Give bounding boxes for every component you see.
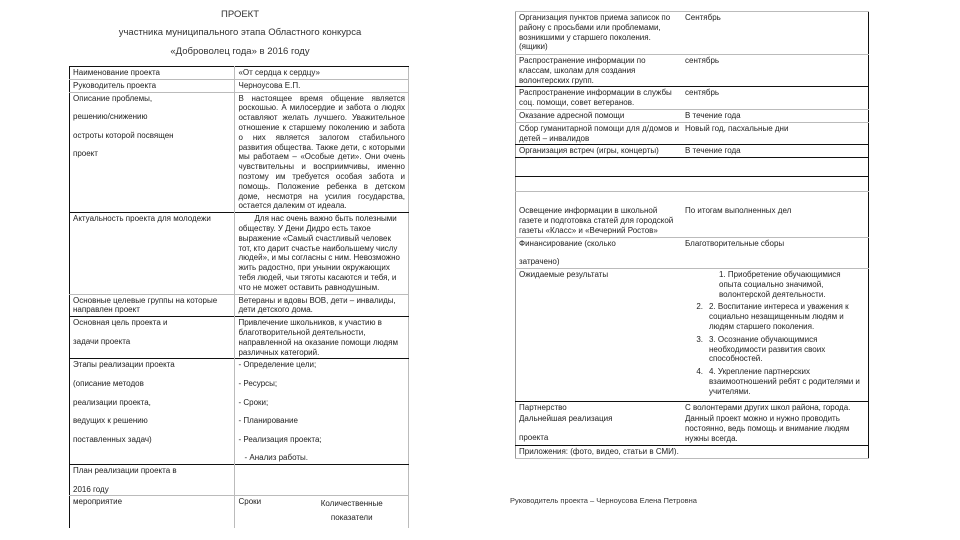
result-number: 2. [696,302,703,312]
row-label: Актуальность проекта для молодежи [70,213,235,294]
row-label: Руководитель проекта [70,79,235,92]
result-number: 3. [696,334,703,344]
label-line: проекта [519,432,549,442]
metrics-line: показатели [330,513,373,523]
label-line: проект [73,149,98,159]
result-item [685,367,865,396]
info-row-financing [516,237,869,268]
info-value: Данный проект можно и нужно проводить постоянно, ведь помощь и внимание людям нужны всегда. [685,414,850,443]
result-text: 1. Приобретение обучающимися опыта социально значимой, волонтерской деятельности. [719,269,841,299]
row-value: Для нас очень важно быть полезными обществу. У Дени Дидро есть такое выражение «Самый счастливый человек тот, кто дарит счастье наибольшему числу людей», и мы согласны с ним. Невозможно жить радостно, при унынии окружающих тебя людей, чьи тяготы касаются и тебя, и что не может оставить равнодушным. [235,213,409,294]
label-line: остроты которой посвящен [73,130,174,140]
plan-row [516,192,869,237]
plan-row [516,12,869,55]
row-label [70,465,235,496]
label-line: Описание проблемы, [73,93,153,103]
plan-row [516,87,869,110]
plan-row [516,145,869,158]
info-row-results [516,268,869,401]
row-value: Привлечение школьников, к участию в благотворительной деятельности, направленной на оказание помощи людям различных категорий. [235,317,409,359]
plan-col-event: мероприятие [70,496,235,529]
doc-heading: ПРОЕКТ [220,9,260,20]
label-line: Основная цель проекта и [73,318,168,328]
row-label: Основные целевые группы на которые направлен проект [70,294,235,317]
label-line: 2016 году [73,484,109,494]
table-row [70,294,409,317]
plan-row-empty [516,177,869,192]
plan-term: Новый год, пасхальные дни [682,122,869,145]
plan-event [516,158,683,177]
result-text: 4. Укрепление партнерских взаимоотношений ребят с родителями и учителями. [709,367,860,396]
label-line: Этапы реализации проекта [73,360,175,370]
table-row [70,79,409,92]
info-value: С волонтерами других школ района, города. [682,401,869,413]
plan-col-term: Сроки [238,497,262,507]
plan-term: сентябрь [682,87,869,110]
signature-line: Руководитель проекта – Черноусова Елена Петровна [510,496,697,505]
info-label: Партнерство [516,401,683,413]
label-line: решению/снижению [73,112,148,122]
plan-event [516,177,683,192]
plan-event: Оказание адресной помощи [516,109,683,122]
plan-term: По итогам выполненных дел [682,192,869,237]
row-value [235,359,409,465]
table-row [70,465,409,496]
info-label: Приложения: (фото, видео, статьи в СМИ). [516,445,683,458]
row-label [70,359,235,465]
info-row-partnership [516,401,869,413]
plan-term: В течение года [682,145,869,158]
label-line: План реализации проекта в [73,466,177,476]
plan-col-metrics [298,497,405,525]
info-value: Благотворительные сборы [682,237,869,268]
stage-item: - Планирование [238,416,298,426]
row-label [70,317,235,359]
row-value: Черноусова Е.П. [235,79,409,92]
result-item [685,335,865,364]
info-label [516,413,683,445]
label-line: поставленных задач) [73,434,152,444]
label-line: ведущих к решению [73,416,148,426]
plan-term: Сентябрь [682,12,869,55]
project-table [69,66,409,528]
table-row [70,213,409,294]
results-list [682,268,869,401]
result-text: 3. Осознание обучающимися необходимости развития своих способностей. [709,334,826,364]
doc-subheading-contest: «Доброволец года» в 2016 году [170,46,310,57]
result-number: 4. [696,367,703,377]
plan-col-term-and-metrics [235,496,409,529]
plan-header-row [70,496,409,529]
row-value: Ветераны и вдовы ВОВ, дети – инвалиды, дети детского дома. [235,294,409,317]
doc-subheading: участника муниципального этапа Областного конкурса [118,27,362,38]
plan-event: Распространение информации по классам, школам для создания волонтерских групп. [516,55,683,87]
row-value: «От сердца к сердцу» [235,67,409,80]
stage-item: - Реализация проекта; [238,434,322,444]
label-line: задачи проекта [73,336,131,346]
table-row [70,92,409,213]
label-line: реализации проекта, [73,397,151,407]
plan-table [515,11,869,459]
stage-item: - Ресурсы; [238,378,278,388]
plan-row [516,122,869,145]
plan-row-empty [516,158,869,177]
table-row [70,359,409,465]
plan-event: Распространение информации в службы соц. помощи, совет ветеранов. [516,87,683,110]
info-label [516,237,683,268]
row-value: В настоящее время общение является роскошью. А милосердие и забота о людях оставляют желать лучшего. Уважительное отношение к старшему поколению и забота о них является залогом стабильного развития общества. Также дети, с которыми мы работаем – «Особые дети». Они очень чувствительны и восприимчивы, именно поэтому им требуется особая забота и помощь. Положение ребенка в детском доме, несмотря на усилия государства, остается далеким от идеала. [235,92,409,213]
label-line: Дальнейшая реализация [519,414,613,424]
info-row-attachments [516,445,869,458]
row-label: Наименование проекта [70,67,235,80]
result-text: 2. Воспитание интереса и уважения к социально незащищенным людям и людям старшего поколения. [709,302,849,331]
info-label: Ожидаемые результаты [516,268,683,401]
plan-term [682,158,869,177]
plan-event: Организация пунктов приема записок по району с просьбами или проблемами, возникшими у старшего поколения. (ящики) [516,12,683,55]
result-number [685,270,709,299]
plan-row [516,55,869,87]
plan-term: В течение года [682,109,869,122]
stage-item: - Анализ работы. [244,453,308,463]
label-line: затрачено) [519,257,560,267]
table-row [70,317,409,359]
label-line: (описание методов [73,378,144,388]
stage-item: - Сроки; [238,397,269,407]
row-label [70,92,235,213]
document-page-right [505,0,875,540]
plan-event: Организация встреч (игры, концерты) [516,145,683,158]
plan-term [682,177,869,192]
metrics-line: Количественные [320,499,383,509]
table-row [70,67,409,80]
label-line: Финансирование (сколько [519,238,616,248]
plan-event: Сбор гуманитарной помощи для д/домов и детей – инвалидов [516,122,683,145]
stage-item: - Определение цели; [238,360,317,370]
plan-event: Освещение информации в школьной газете и подготовка статей для городской газеты «Класс» и «Вечерний Ростов» [516,192,683,237]
result-item [685,302,865,331]
plan-row [516,109,869,122]
document-page-left [60,0,420,540]
plan-term: сентябрь [682,55,869,87]
result-item [685,270,865,299]
info-value [682,445,869,458]
info-row-continuation [516,413,869,445]
row-value [235,465,409,496]
